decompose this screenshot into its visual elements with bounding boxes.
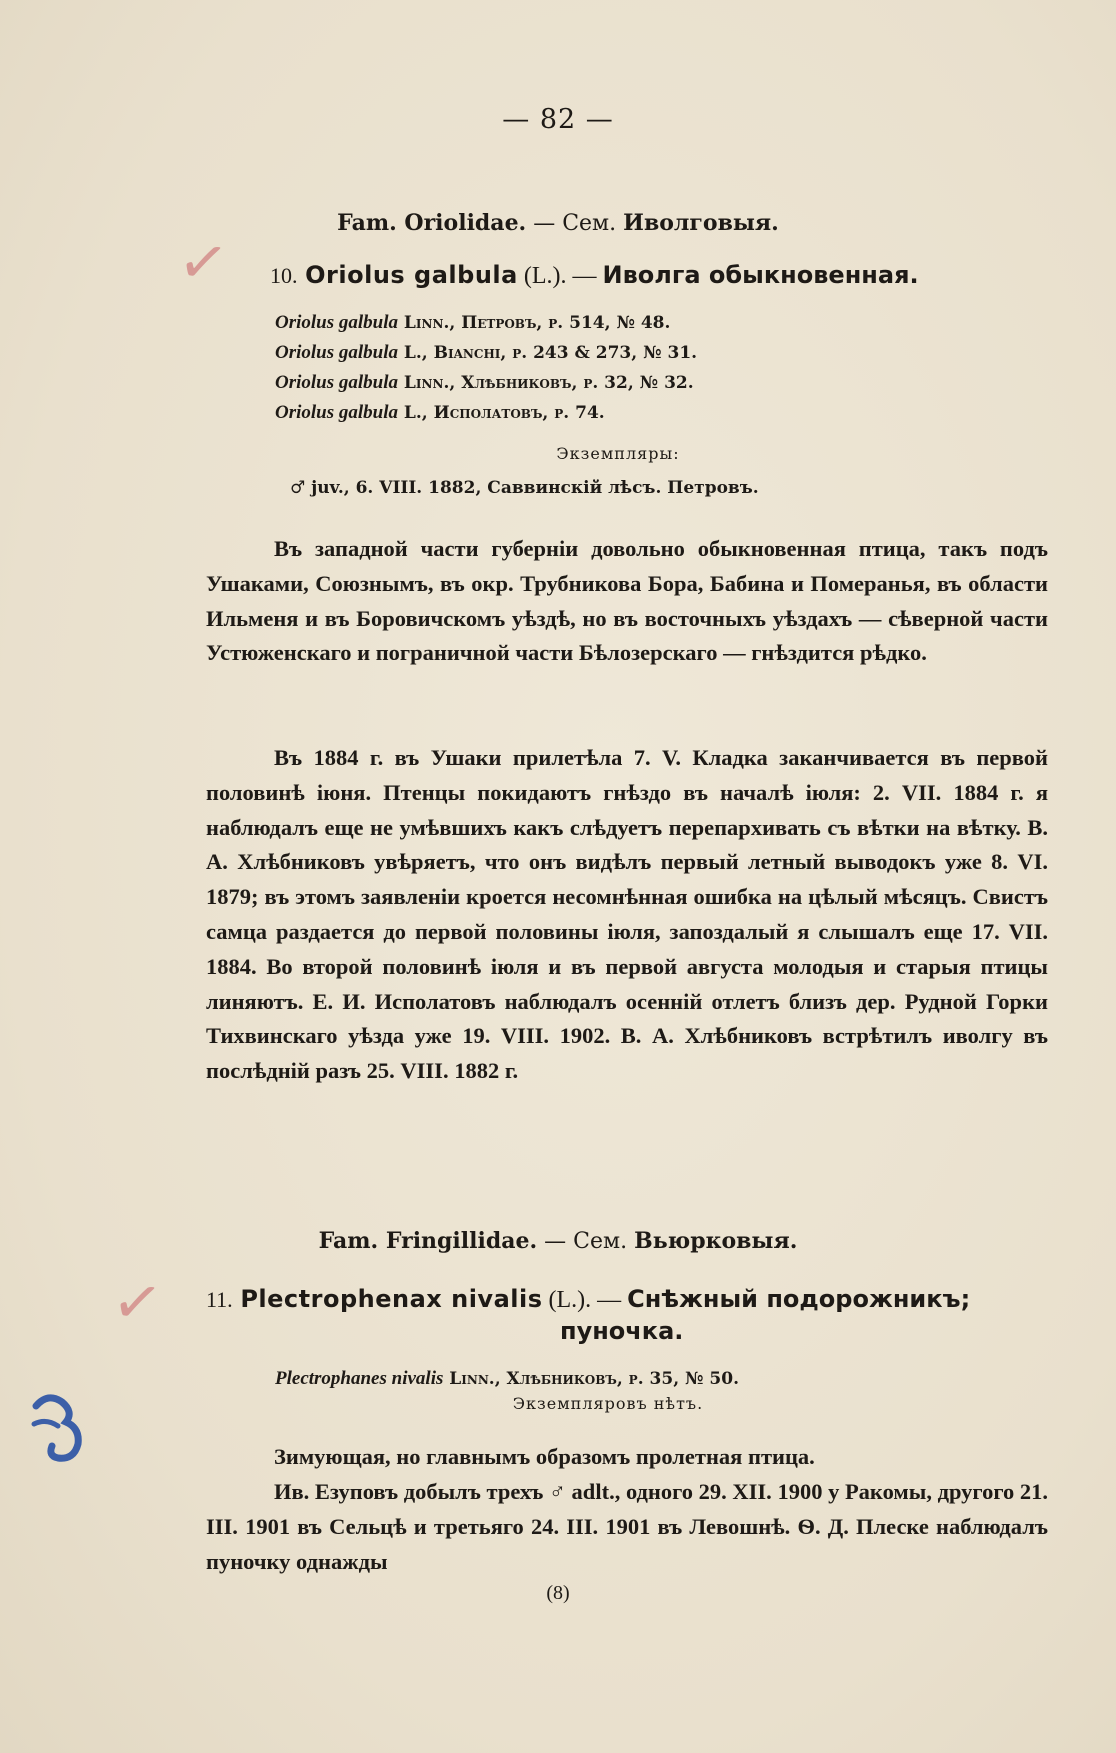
family-heading-fringillidae	[0, 1228, 1116, 1254]
species-russian-name-alt: пуночка.	[560, 1317, 684, 1345]
family-russian: Вьюрковыя.	[634, 1228, 798, 1254]
species-scientific-name: Oriolus galbula	[305, 261, 518, 289]
reference-entry: Plectrophanes nivalis Linn., Хлѣбниковъ, p. 35, № 50.	[275, 1368, 740, 1389]
species-author: (L.). —	[542, 1287, 628, 1313]
species-author: (L.). —	[517, 263, 603, 289]
paragraph-records: Ив. Езуповъ добылъ трехъ ♂ adlt., одного 29. XII. 1900 у Ракомы, другого 21. III. 1901 въ Сельцѣ и третьяго 24. III. 1901 въ Левошнѣ. Ѳ. Д. Плеске наблюдалъ пуночку однажды	[206, 1479, 1048, 1574]
family-russian: Иволговыя.	[623, 210, 779, 236]
species-heading-10	[270, 258, 919, 293]
pencil-check-mark: ✓	[173, 224, 233, 302]
reference-entry: Oriolus galbula L., Bianchi, p. 243 & 273, № 31.	[275, 342, 698, 363]
reference-entry: Oriolus galbula Linn., Петровъ, p. 514, № 48.	[275, 312, 671, 333]
specimen-entry: ♂ juv., 6. VIII. 1882, Саввинскій лѣсъ. Петровъ.	[290, 478, 759, 498]
family-latin: Fam. Fringillidae.	[318, 1228, 538, 1254]
species-heading-11	[206, 1282, 970, 1317]
species-number: 10.	[270, 263, 298, 288]
species-scientific-name: Plectrophenax nivalis	[240, 1285, 543, 1313]
species-russian-name: Иволга обыкновенная.	[602, 261, 919, 289]
family-separator: — Сем.	[537, 1229, 635, 1254]
specimens-heading: Экземпляры:	[556, 444, 680, 463]
paragraph-phenology: Въ 1884 г. въ Ушаки прилетѣла 7. V. Кладка заканчивается въ первой половинѣ іюня. Птенцы покидаютъ гнѣздо въ началѣ іюля: 2. VII. 1884 г. я наблюдалъ еще не умѣвшихъ какъ слѣдуетъ перепархивать съ вѣтки на вѣтку. В. А. Хлѣбниковъ увѣряетъ, что онъ видѣлъ первый летный выводокъ уже 8. VI. 1879; въ этомъ заявленіи кроется несомнѣнная ошибка на цѣлый мѣсяцъ. Свистъ самца раздается до первой половины іюля, запоздалый я слышалъ еще 17. VII. 1884. Во второй половинѣ іюля и въ первой августа молодыя и старыя птицы линяютъ. Е. И. Исполатовъ наблюдалъ осенній отлетъ близъ дер. Рудной Горки Тихвинскаго уѣзда уже 19. VIII. 1902. В. А. Хлѣбниковъ встрѣтилъ иволгу въ послѣдній разъ 25. VIII. 1882 г.	[206, 745, 1048, 1084]
references-list-oriolus	[275, 308, 697, 428]
family-separator: — Сем.	[526, 211, 624, 236]
signature-mark: (8)	[546, 1582, 570, 1604]
species-russian-name: Снѣжный подорожникъ;	[627, 1285, 971, 1313]
reference-entry: Oriolus galbula L., Исполатовъ, p. 74.	[275, 402, 605, 423]
pencil-check-mark: ✓	[107, 1264, 167, 1342]
page-number: — 82 —	[502, 104, 614, 135]
paragraph-status: Зимующая, но главнымъ образомъ пролетная птица.	[274, 1444, 815, 1469]
paragraph-distribution: Въ западной части губерніи довольно обыкновенная птица, такъ подъ Ушаками, Союзнымъ, въ окр. Трубникова Бора, Бабина и Померанья, въ области Ильменя и въ Боровичскомъ уѣздѣ, но въ восточныхъ уѣздахъ — сѣверной части Устюженскаго и пограничной части Бѣлозерскаго — гнѣздится рѣдко.	[206, 536, 1048, 666]
library-stamp-icon	[28, 1388, 98, 1468]
family-latin: Fam. Oriolidae.	[337, 210, 527, 236]
family-heading-oriolidae	[0, 210, 1116, 236]
references-list-plectrophenax	[275, 1364, 739, 1394]
reference-entry: Oriolus galbula Linn., Хлѣбниковъ, p. 32, № 32.	[275, 372, 694, 393]
specimens-heading: Экземпляровъ нѣтъ.	[512, 1394, 704, 1413]
species-number: 11.	[206, 1287, 233, 1312]
